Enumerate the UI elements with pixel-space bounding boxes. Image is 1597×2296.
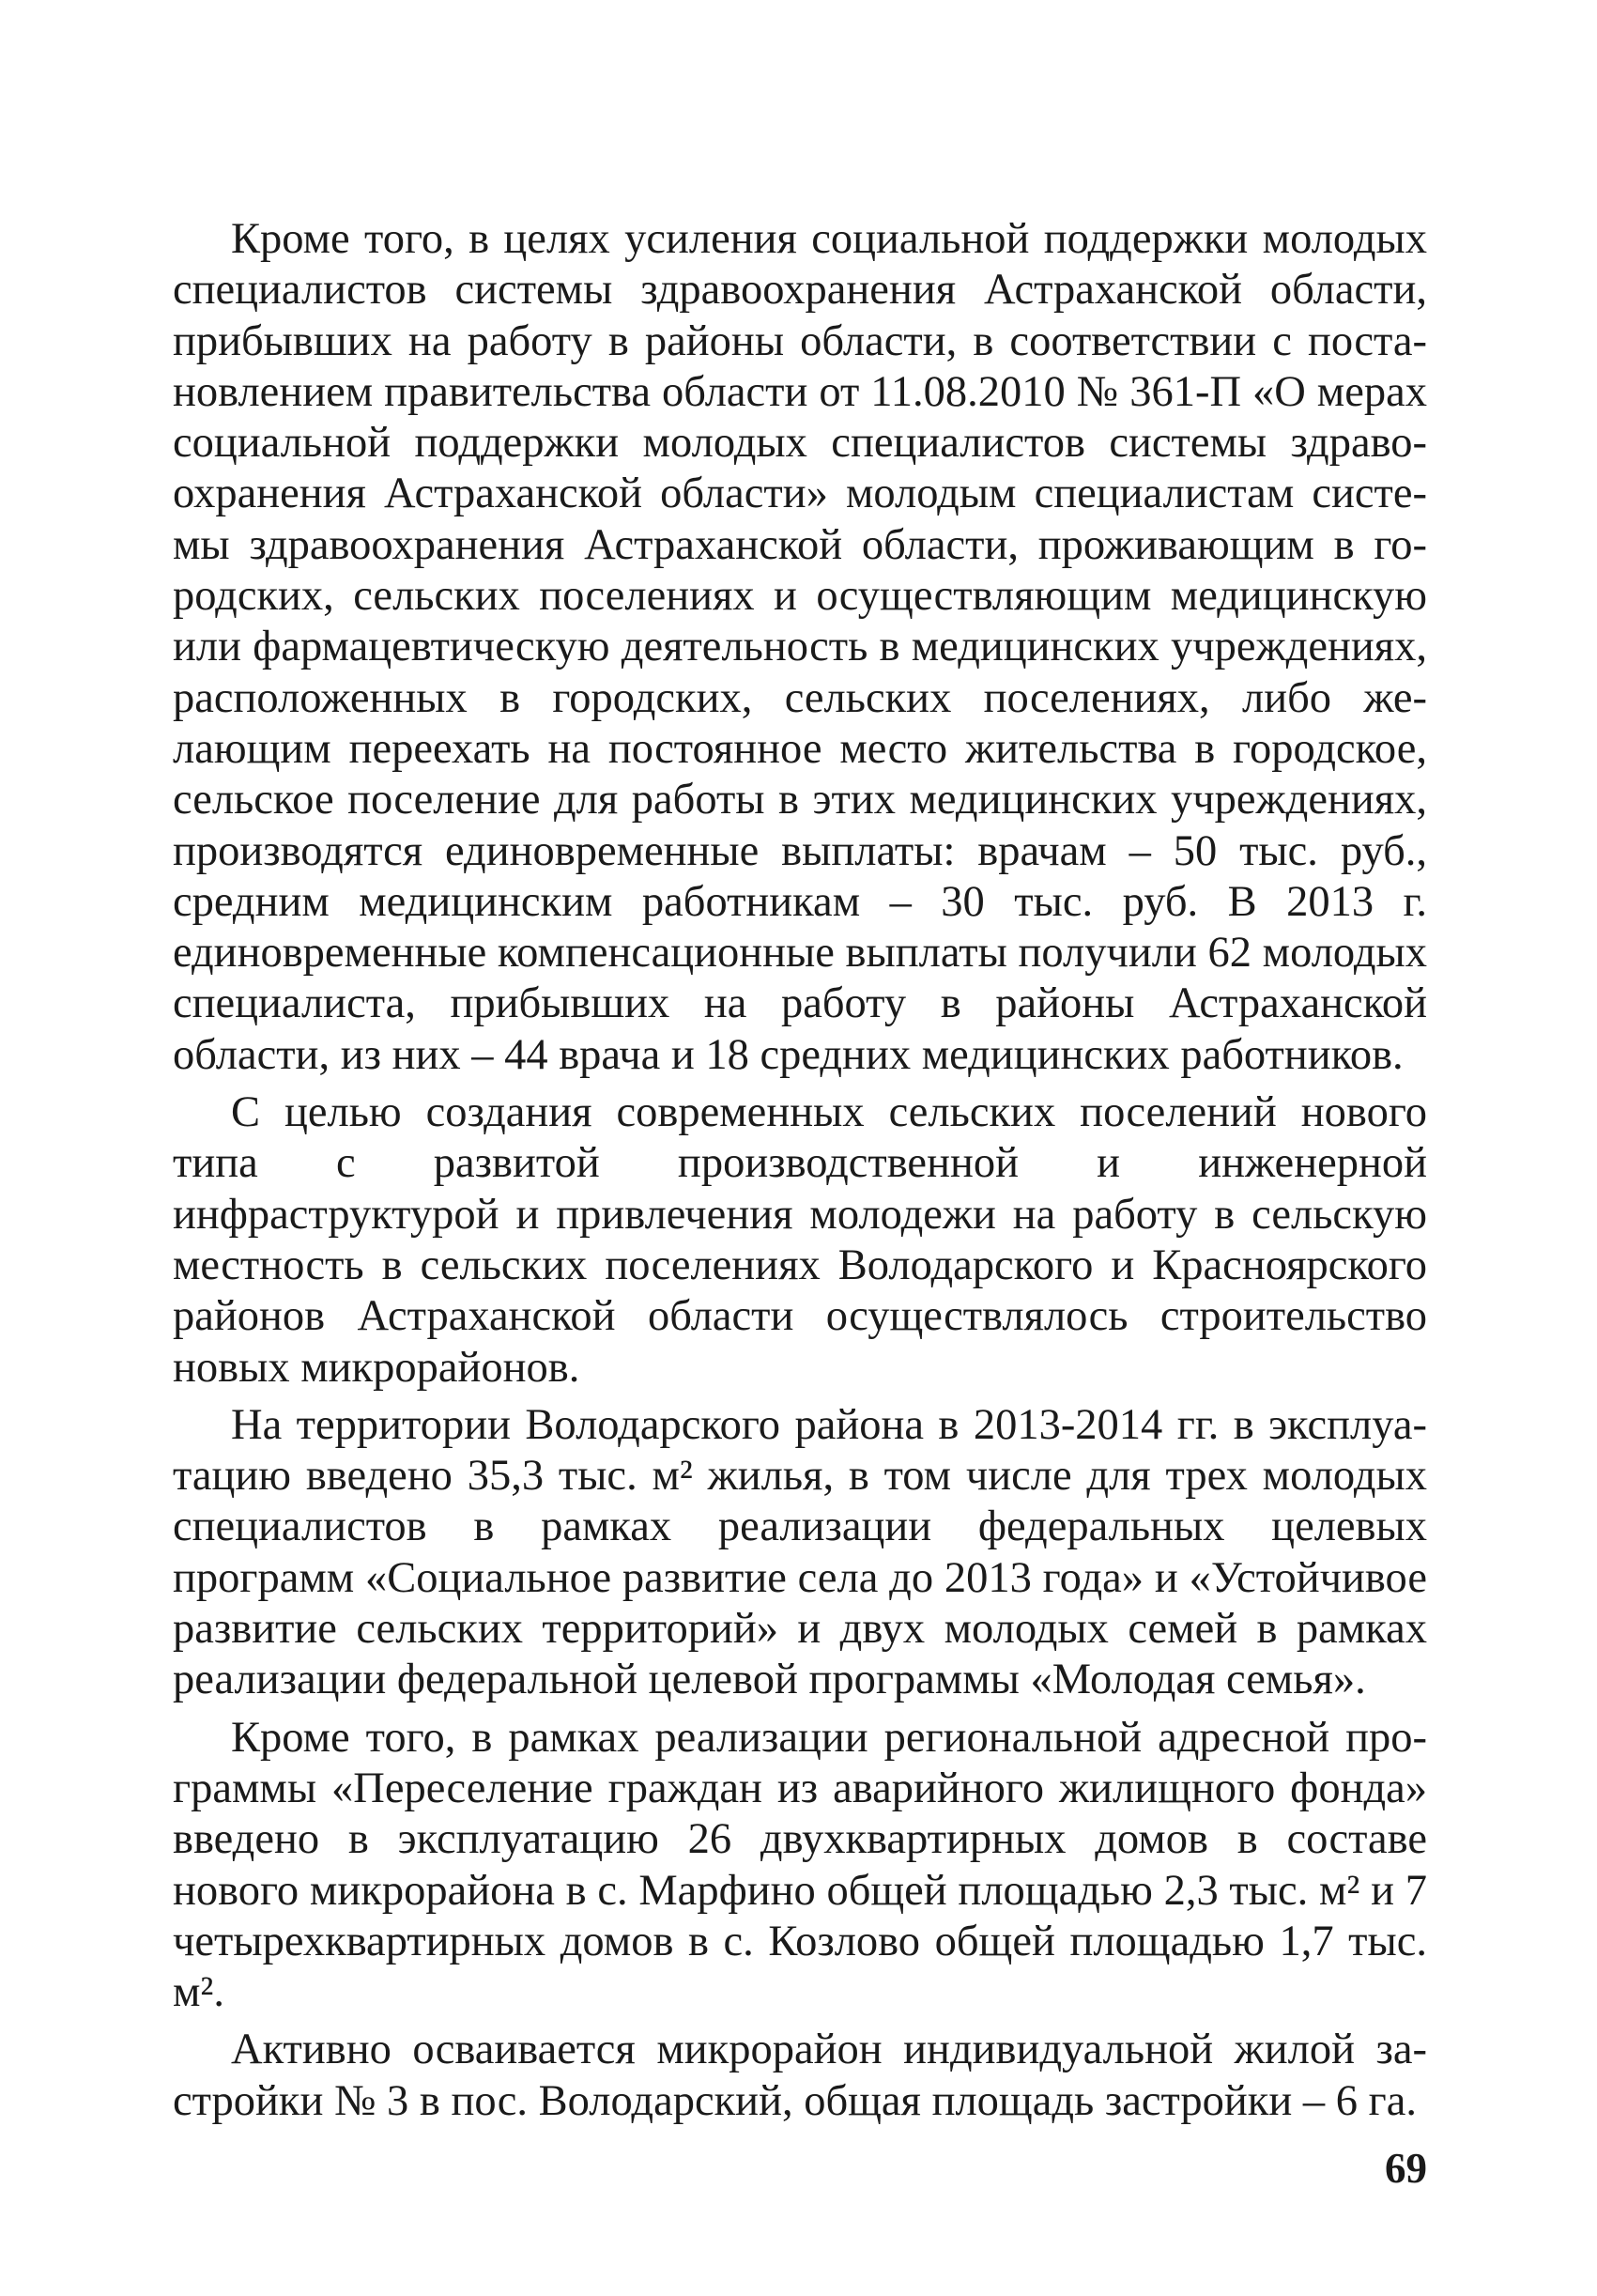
paragraph-resettlement-program: Кроме того, в рамках реализации региональной адресной программы «Переселение граждан из аварийного жилищного фонда» введено в эксплуатацию 26 двухквартирных домов в составе нового микрорайона в с. Марфино общей площадью 2,3 тыс. м² и 7 четырехквартирных домов в с. Козлово общей площадью 1,7 тыс. м². bbox=[173, 1713, 1427, 2017]
paragraph-rural-settlements: С целью создания современных сельских поселений нового типа с развитой производственной и инженерной инфраструктурой и привлечения молодежи на работу в сельскую местность в сельских поселениях Володарского и Красноярского районов Астраханской области осуществлялось строительство новых микрорайонов. bbox=[173, 1088, 1427, 1392]
paragraph-microdistrict-3: Активно осваивается микрорайон индивидуальной жилой застройки № 3 в пос. Володарский, общая площадь застройки – 6 га. bbox=[173, 2026, 1427, 2125]
page-body-text bbox=[173, 214, 1427, 2134]
page-number: 69 bbox=[1385, 2145, 1427, 2192]
paragraph-social-support-payments: Кроме того, в целях усиления социальной поддержки молодых специалистов системы здравоохранения Астраханской области, прибывших на работу в районы области, в соответствии с постановлением правительства области от 11.08.2010 № 361-П «О мерах социальной поддержки молодых специалистов системы здравоохранения Астраханской области» молодым специалистам системы здравоохранения Астраханской области, проживающим в городских, сельских поселениях и осуществляющим медицинскую или фармацевтическую деятельность в медицинских учреждениях, расположенных в городских, сельских поселениях, либо желающим переехать на постоянное место жительства в городское, сельское поселение для работы в этих медицинских учреждениях, производятся единовременные выплаты: врачам – 50 тыс. руб., средним медицинским работникам – 30 тыс. руб. В 2013 г. единовременные компенсационные выплаты получили 62 молодых специалиста, прибывших на работу в районы Астраханской области, из них – 44 врача и 18 средних медицинских работников. bbox=[173, 215, 1427, 1079]
paragraph-volodarsky-housing: На территории Володарского района в 2013-2014 гг. в эксплуатацию введено 35,3 тыс. м² жилья, в том числе для трех молодых специалистов в рамках реализации федеральных целевых программ «Социальное развитие села до 2013 года» и «Устойчивое развитие сельских территорий» и двух молодых семей в рамках реализации федеральной целевой программы «Молодая семья». bbox=[173, 1400, 1427, 1704]
